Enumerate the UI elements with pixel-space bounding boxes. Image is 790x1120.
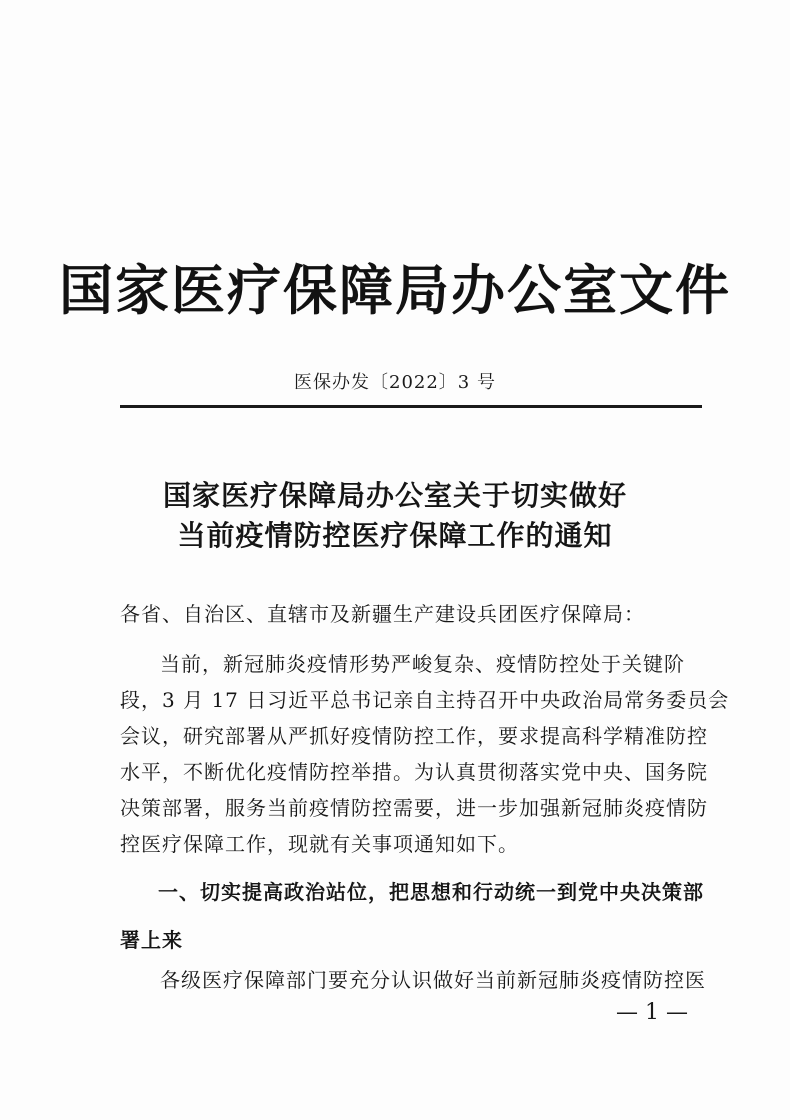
body-line-1: 当前，新冠肺炎疫情形势严峻复杂、疫情防控处于关键阶 — [160, 652, 685, 676]
body-line-2: 段，3 月 17 日习近平总书记亲自主持召开中央政治局常务委员会 — [120, 688, 730, 712]
body-line-5: 决策部署，服务当前疫情防控需要，进一步加强新冠肺炎疫情防 — [120, 796, 708, 820]
body-line-3: 会议，研究部署从严抓好疫情防控工作，要求提高科学精准防控 — [120, 724, 708, 748]
section-body-line-1: 各级医疗保障部门要充分认识做好当前新冠肺炎疫情防控医 — [160, 968, 706, 992]
body-line-4: 水平，不断优化疫情防控举措。为认真贯彻落实党中央、国务院 — [120, 760, 708, 784]
notice-title-line-1: 国家医疗保障局办公室关于切实做好 — [162, 479, 627, 512]
document-number: 医保办发〔2022〕3 号 — [294, 372, 496, 393]
page-number: — 1 — — [616, 1000, 688, 1025]
section-heading-line-1: 一、切实提高政治站位，把思想和行动统一到党中央决策部 — [158, 880, 704, 904]
body-line-6: 控医疗保障工作，现就有关事项通知如下。 — [120, 832, 519, 856]
salutation: 各省、自治区、直辖市及新疆生产建设兵团医疗保障局： — [120, 602, 645, 626]
document-header-title: 国家医疗保障局办公室文件 — [59, 258, 731, 322]
section-heading-line-2: 署上来 — [120, 928, 183, 952]
header-separator-line — [120, 405, 702, 408]
notice-title-line-2: 当前疫情防控医疗保障工作的通知 — [177, 519, 613, 552]
